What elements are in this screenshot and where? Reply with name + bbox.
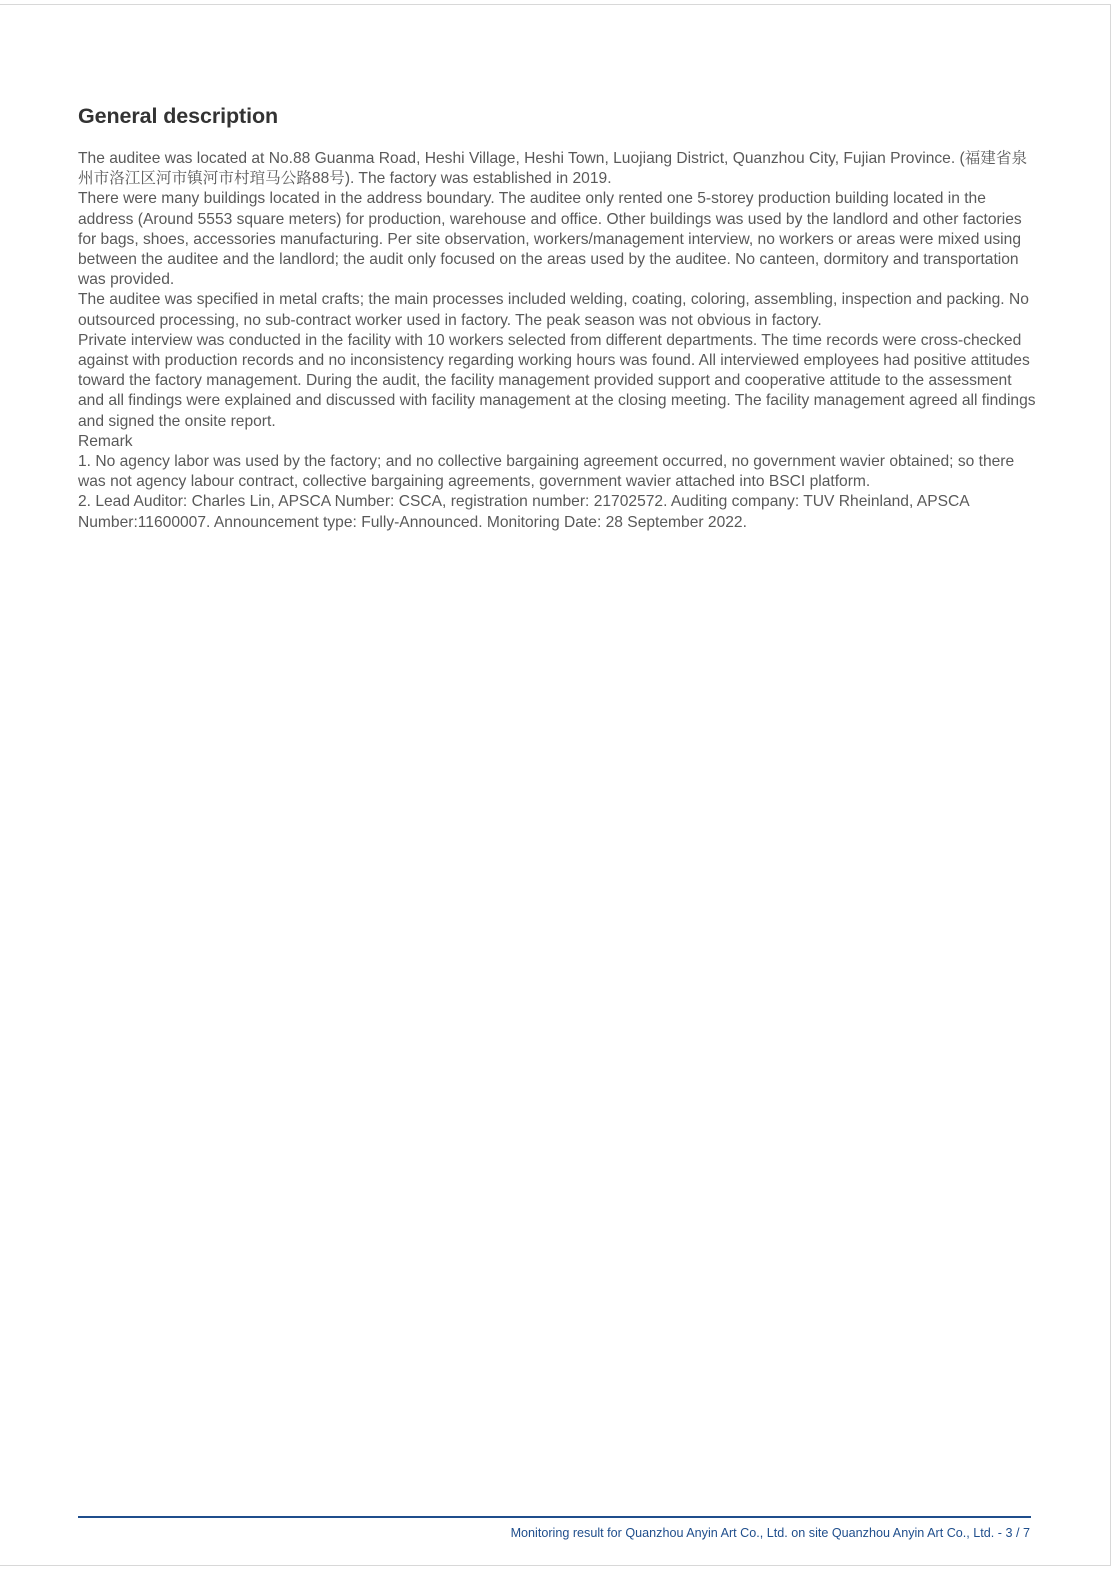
- footer-divider: [78, 1516, 1031, 1518]
- section-title: General description: [78, 104, 279, 128]
- remark-item-1: 1. No agency labor was used by the factory; and no collective bargaining agreement occurred, no government wavier obtained; so there was not agency labour contract, collective bargaining agreements, government wavier attached into BSCI platform.: [78, 453, 1015, 491]
- paragraph-processes: The auditee was specified in metal crafts; the main processes included welding, coating, coloring, assembling, inspection and packing. No outsourced processing, no sub-contract worker used in factory. The peak season was not obvious in factory.: [78, 291, 1029, 329]
- footer-page-info: Monitoring result for Quanzhou Anyin Art Co., Ltd. on site Quanzhou Anyin Art Co., Ltd. - 3 / 7: [510, 1526, 1030, 1540]
- remark-item-2: 2. Lead Auditor: Charles Lin, APSCA Number: CSCA, registration number: 21702572. Auditing company: TUV Rheinland, APSCA Number:11600007. Announcement type: Fully-Announced. Monitoring Date: 28 September 2022.: [78, 493, 969, 531]
- document-page: [0, 4, 1111, 1566]
- paragraph-buildings: There were many buildings located in the address boundary. The auditee only rented one 5-storey production building located in the address (Around 5553 square meters) for production, warehouse and office. Other buildings was used by the landlord and other factories for bags, shoes, accessories manufacturing. Per site observation, workers/management interview, no workers or areas were mixed using between the auditee and the landlord; the audit only focused on the areas used by the auditee. No canteen, dormitory and transportation was provided.: [78, 190, 1022, 289]
- section-body: [78, 149, 1038, 533]
- paragraph-interview: Private interview was conducted in the facility with 10 workers selected from different departments. The time records were cross-checked against with production records and no inconsistency regarding working hours was found. All interviewed employees had positive attitudes toward the factory management. During the audit, the facility management provided support and cooperative attitude to the assessment and all findings were explained and discussed with facility management at the closing meeting. The facility management agreed all findings and signed the onsite report.: [78, 331, 1036, 430]
- remark-label: Remark: [78, 432, 133, 450]
- general-description-section: [78, 103, 1038, 533]
- paragraph-location: The auditee was located at No.88 Guanma Road, Heshi Village, Heshi Town, Luojiang District, Quanzhou City, Fujian Province. (福建省泉州市洛江区河市镇河市村琯马公路88号). The factory was established in 2019.: [78, 150, 1028, 188]
